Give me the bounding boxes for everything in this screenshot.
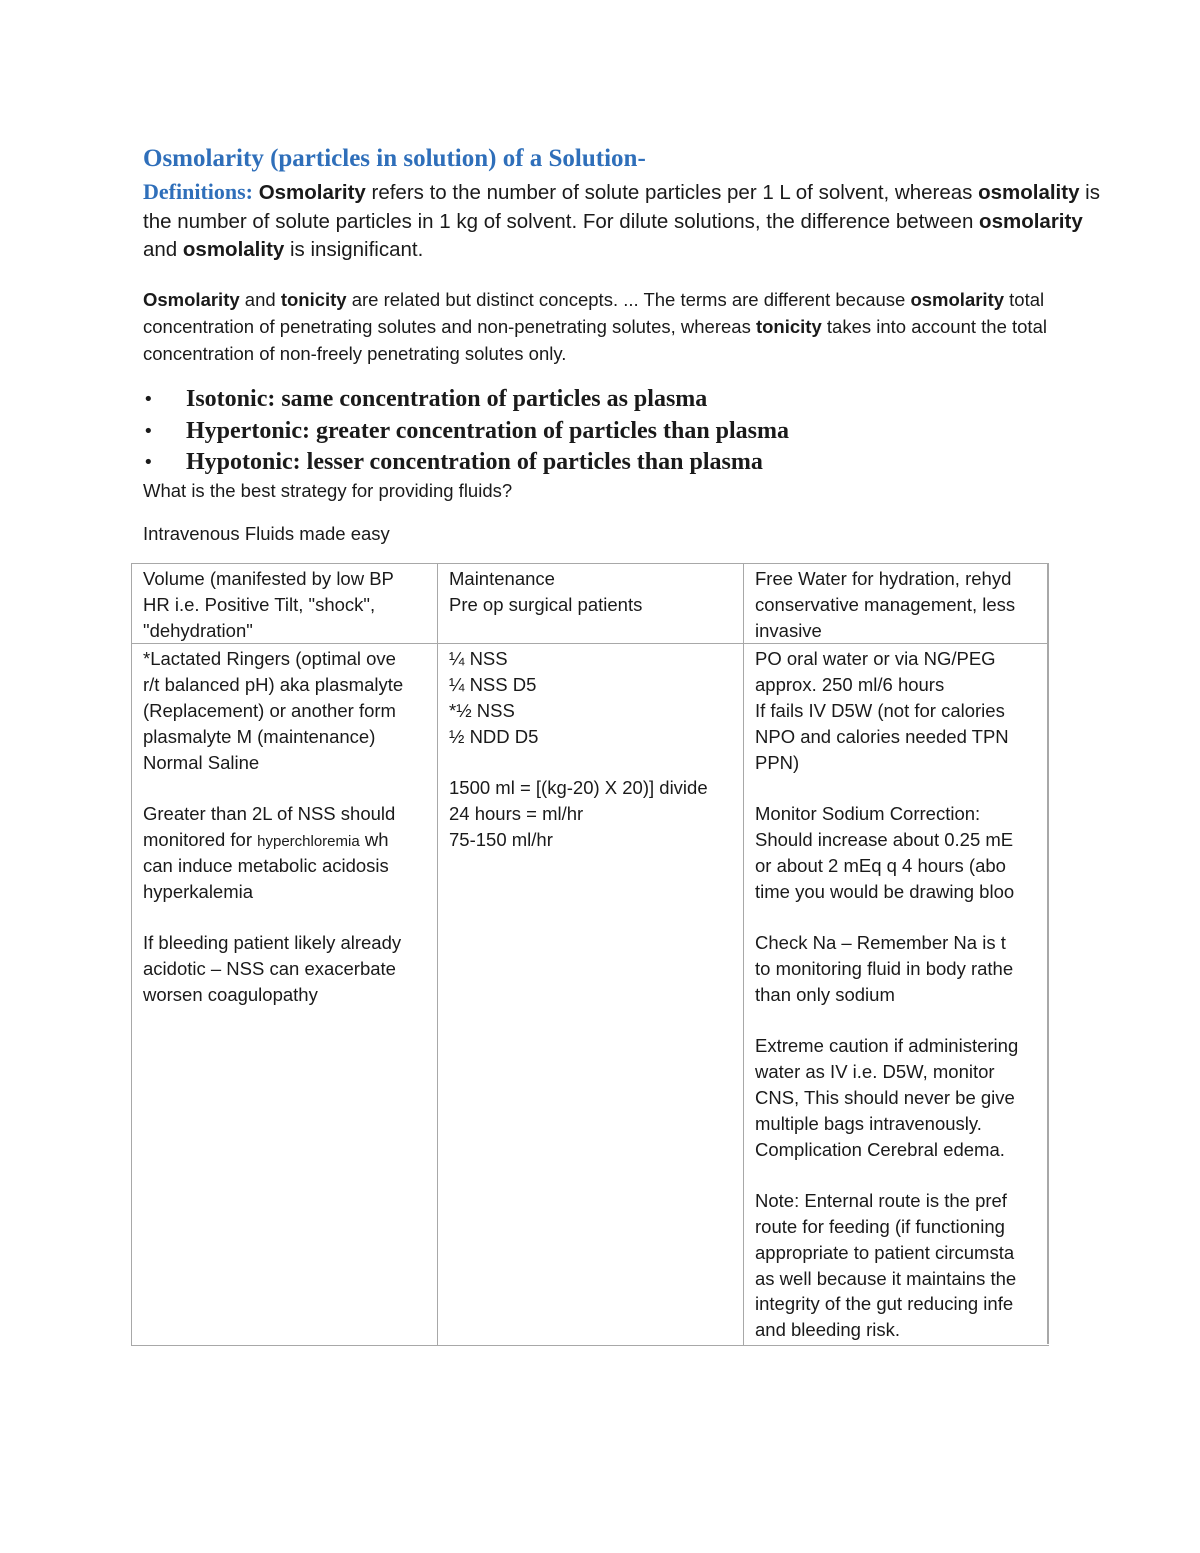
table-header-row <box>132 564 1049 644</box>
cell-line: hyperkalemia <box>143 880 254 902</box>
bullet-icon: • <box>143 452 154 473</box>
cell-line: Note: Enternal route is the pref <box>755 1190 1007 1212</box>
cell-line: CNS, This should never be give <box>755 1086 1015 1108</box>
bullet-item <box>143 384 789 416</box>
cell-line: invasive <box>755 619 822 641</box>
cell-line: PPN) <box>755 751 800 773</box>
text-run: and <box>143 238 183 261</box>
cell-line: ¼ NSS <box>449 648 508 670</box>
cell-line: acidotic – NSS can exacerbate <box>143 957 396 979</box>
cell-line <box>143 827 437 853</box>
table-right-border <box>1047 563 1049 1344</box>
bullet-text: Hypotonic: lesser concentration of particles than plasma <box>186 449 763 475</box>
cell-line: (Replacement) or another form <box>143 699 396 721</box>
bullet-icon: • <box>143 389 154 410</box>
cell-line: worsen coagulopathy <box>143 983 318 1005</box>
cell-line: HR i.e. Positive Tilt, "shock", <box>143 593 376 615</box>
text-run: wh <box>359 828 389 850</box>
cell-line: 75-150 ml/hr <box>449 828 553 850</box>
text-run: refers to the number of solute particles per 1 L of solvent, whereas <box>365 181 979 204</box>
cell-line: 24 hours = ml/hr <box>449 803 584 825</box>
cell-line: 1500 ml = [(kg-20) X 20)] divide <box>449 777 708 799</box>
cell-line: Free Water for hydration, rehyd <box>755 568 1012 589</box>
header-cell-maintenance <box>438 564 744 644</box>
cell-line: than only sodium <box>755 983 895 1005</box>
cell-line: Pre op surgical patients <box>449 593 643 615</box>
text-run: total concentration of penetrating solutes and non-penetrating solutes, whereas <box>143 289 1045 337</box>
bold-term: Osmolarity <box>143 289 240 310</box>
text-run: takes into account the total concentration of non-freely penetrating solutes only. <box>143 316 1047 364</box>
bold-term: osmolarity <box>910 289 1005 310</box>
cell-line: Greater than 2L of NSS should <box>143 803 396 825</box>
cell-line: can induce metabolic acidosis <box>143 854 389 876</box>
bullet-icon: • <box>143 420 154 442</box>
body-cell-free-water <box>744 644 1049 1346</box>
text-run: is insignificant. <box>284 238 424 261</box>
strategy-question: What is the best strategy for providing fluids? <box>143 480 513 501</box>
cell-line: Check Na – Remember Na is t <box>755 932 1006 954</box>
cell-line: If bleeding patient likely already <box>143 932 402 954</box>
text-run: are related but distinct concepts. ... The terms are different because <box>346 289 911 310</box>
header-cell-free-water <box>744 564 1049 644</box>
cell-line: or about 2 mEq q 4 hours (abo <box>755 854 1006 876</box>
bullet-item <box>143 447 789 479</box>
iv-fluids-subheading: Intravenous Fluids made easy <box>143 523 390 544</box>
bold-term: Osmolarity <box>258 181 366 204</box>
cell-line: Normal Saline <box>143 751 260 773</box>
cell-line: r/t balanced pH) aka plasmalyte <box>143 674 404 696</box>
text-run: and <box>239 289 281 310</box>
definitions-label: Definitions: <box>143 179 253 204</box>
cell-line: *½ NSS <box>449 699 515 721</box>
cell-line: plasmalyte M (maintenance) <box>143 725 376 747</box>
cell-line: Should increase about 0.25 mE <box>755 828 1014 850</box>
body-cell-volume <box>132 644 438 1346</box>
cell-line: time you would be drawing bloo <box>755 880 1015 902</box>
bullet-text: Isotonic: same concentration of particles as plasma <box>186 386 708 412</box>
bold-term: osmolality <box>182 238 285 261</box>
bullet-item <box>143 416 789 448</box>
table-body-row <box>132 644 1049 1346</box>
cell-line: "dehydration" <box>143 619 253 641</box>
cell-line: as well because it maintains the <box>755 1267 1017 1289</box>
text-run: is the number of solute particles in 1 kg of solvent. For dilute solutions, the difference between <box>143 181 1100 233</box>
cell-line: appropriate to patient circumsta <box>755 1241 1015 1263</box>
bold-term: osmolarity <box>979 209 1083 233</box>
cell-line: Maintenance <box>449 568 555 589</box>
cell-line: ½ NDD D5 <box>449 725 539 747</box>
cell-line: approx. 250 ml/6 hours <box>755 674 945 696</box>
cell-line: Extreme caution if administering <box>755 1035 1019 1057</box>
cell-line: *Lactated Ringers (optimal ove <box>143 648 396 670</box>
cell-line: conservative management, less <box>755 593 1016 615</box>
bold-term: tonicity <box>280 289 347 310</box>
cell-line: and bleeding risk. <box>755 1319 901 1341</box>
tonicity-paragraph <box>143 286 1103 367</box>
cell-line: route for feeding (if functioning <box>755 1215 1005 1237</box>
bold-term: tonicity <box>755 316 822 337</box>
cell-line: multiple bags intravenously. <box>755 1112 982 1134</box>
text-run: monitored for <box>143 828 258 850</box>
cell-line: PO oral water or via NG/PEG <box>755 648 996 670</box>
cell-line: Volume (manifested by low BP <box>143 568 394 589</box>
definitions-paragraph <box>143 178 1103 265</box>
cell-line: Complication Cerebral edema. <box>755 1138 1005 1160</box>
cell-line: If fails IV D5W (not for calories <box>755 699 1005 721</box>
document-title: Osmolarity (particles in solution) of a Solution- <box>143 145 646 172</box>
iv-fluids-table <box>131 563 1049 1346</box>
body-cell-maintenance <box>438 644 744 1346</box>
bold-term: osmolality <box>978 181 1080 204</box>
cell-line: Monitor Sodium Correction: <box>755 803 981 825</box>
cell-line: integrity of the gut reducing infe <box>755 1293 1014 1315</box>
cell-line: ¼ NSS D5 <box>449 674 537 696</box>
cell-line: to monitoring fluid in body rathe <box>755 957 1014 979</box>
bullet-text: Hypertonic: greater concentration of particles than plasma <box>186 417 790 444</box>
hyperchloremia-term: hyperchloremia <box>257 832 360 850</box>
cell-line: water as IV i.e. D5W, monitor <box>755 1061 995 1083</box>
tonicity-bullet-list <box>143 384 789 479</box>
cell-line: NPO and calories needed TPN <box>755 725 1009 747</box>
header-cell-volume <box>132 564 438 644</box>
